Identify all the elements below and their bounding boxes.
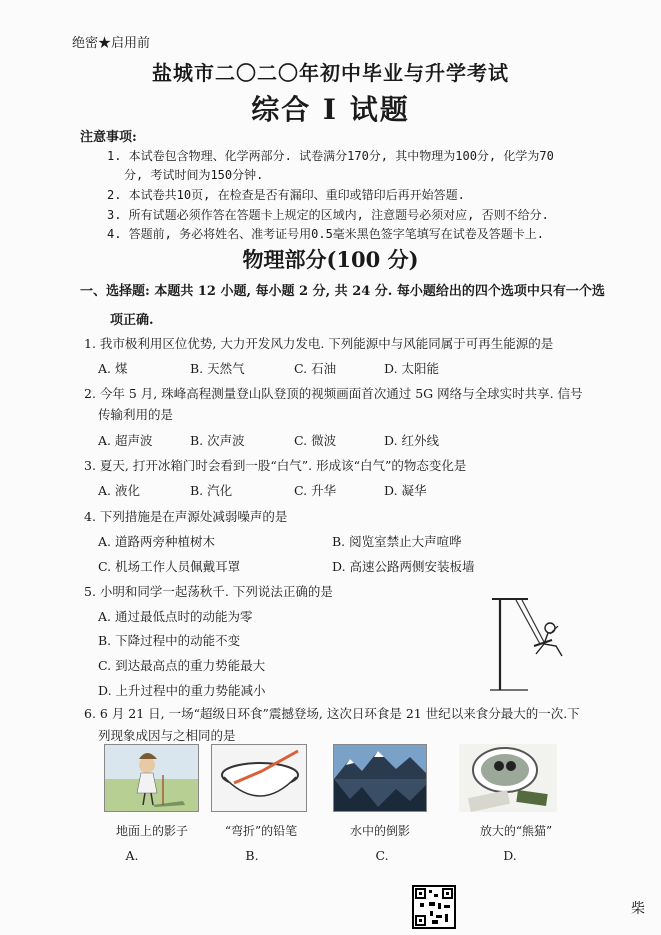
question-6-stem: 6. 6 月 21 日, 一场“超级日环食”震撼登场, 这次日环食是 21 世纪以来食分最大的一次.下: [84, 706, 580, 721]
q2-option-d: D. 红外线: [384, 433, 440, 448]
corner-mark: 柴: [631, 901, 645, 917]
note-item-cont: 分, 考试时间为150分钟.: [124, 168, 264, 182]
question-1-stem: 1. 我市极利用区位优势, 大力开发风力发电. 下列能源中与风能同属于可再生能源的是: [84, 336, 554, 351]
q4-option-c: C. 机场工作人员佩戴耳罩: [98, 559, 241, 574]
question-2-stem: 2. 今年 5 月, 珠峰高程测量登山队登顶的视频画面首次通过 5G 网络与全球实时共享. 信号: [84, 386, 583, 401]
q2-option-b: B. 次声波: [190, 433, 245, 448]
q4-option-d: D. 高速公路两侧安装板墙: [332, 559, 475, 574]
letter-a: A.: [125, 848, 139, 863]
magnified-panda-image: [459, 744, 557, 812]
q5-option-d: D. 上升过程中的重力势能减小: [98, 683, 266, 698]
letter-c: C.: [375, 848, 389, 863]
caption-c: 水中的倒影: [349, 824, 410, 838]
secret-label: 绝密★启用前: [72, 36, 151, 51]
letter-d: D.: [503, 848, 517, 863]
q3-option-b: B. 汽化: [190, 483, 233, 498]
note-item: 3. 所有试题必须作答在答题卡上规定的区域内, 注意题号必须对应, 否则不给分.: [107, 208, 549, 222]
caption-b: “弯折”的铅笔: [224, 824, 298, 838]
q1-option-d: D. 太阳能: [384, 361, 440, 376]
shadow-image: [104, 744, 199, 812]
section-intro: 一、选择题: 本题共 12 小题, 每小题 2 分, 共 24 分. 每小题给出的四个选项中只有一个选: [80, 284, 605, 299]
section-title: 物理部分(100 分): [242, 247, 419, 272]
q1-option-a: A. 煤: [98, 361, 128, 376]
q2-option-a: A. 超声波: [98, 433, 153, 448]
q3-option-a: A. 液化: [98, 483, 140, 498]
question-2-stem-cont: 传输利用的是: [98, 407, 174, 422]
note-item: 4. 答题前, 务必将姓名、准考证号用0.5毫米黑色签字笔填写在试卷及答题卡上.: [107, 227, 545, 241]
q3-option-c: C. 升华: [294, 483, 337, 498]
question-6-stem-cont: 列现象成因与之相同的是: [98, 728, 236, 743]
q1-option-c: C. 石油: [294, 361, 337, 376]
letter-b: B.: [245, 848, 259, 863]
reflection-image: [333, 744, 427, 812]
section-intro-cont: 项正确.: [110, 313, 154, 328]
exam-title: 盐城市二〇二〇年初中毕业与升学考试: [152, 61, 509, 85]
q2-option-c: C. 微波: [294, 433, 337, 448]
notes-heading: 注意事项:: [80, 130, 137, 145]
q5-option-a: A. 通过最低点时的动能为零: [98, 609, 253, 624]
question-4-stem: 4. 下列措施是在声源处减弱噪声的是: [84, 509, 288, 524]
paper-title: 综合 I 试题: [251, 93, 410, 126]
q3-option-d: D. 凝华: [384, 483, 427, 498]
q5-option-b: B. 下降过程中的动能不变: [98, 633, 241, 648]
caption-d: 放大的“熊猫”: [479, 824, 553, 838]
question-5-stem: 5. 小明和同学一起荡秋千. 下列说法正确的是: [84, 584, 333, 599]
q4-option-b: B. 阅览室禁止大声喧哗: [332, 534, 462, 549]
q5-option-c: C. 到达最高点的重力势能最大: [98, 658, 266, 673]
qr-code-icon: [412, 885, 456, 929]
note-item: 1. 本试卷包含物理、化学两部分. 试卷满分170分, 其中物理为100分, 化学为70: [107, 149, 554, 163]
swing-figure: [488, 596, 584, 692]
caption-a: 地面上的影子: [115, 824, 188, 838]
note-item: 2. 本试卷共10页, 在检查是否有漏印、重印或错印后再开始答题.: [107, 188, 465, 202]
question-3-stem: 3. 夏天, 打开冰箱门时会看到一股“白气”. 形成该“白气”的物态变化是: [84, 458, 467, 473]
bent-pencil-image: [211, 744, 307, 812]
q1-option-b: B. 天然气: [190, 361, 245, 376]
q4-option-a: A. 道路两旁种植树木: [98, 534, 215, 549]
